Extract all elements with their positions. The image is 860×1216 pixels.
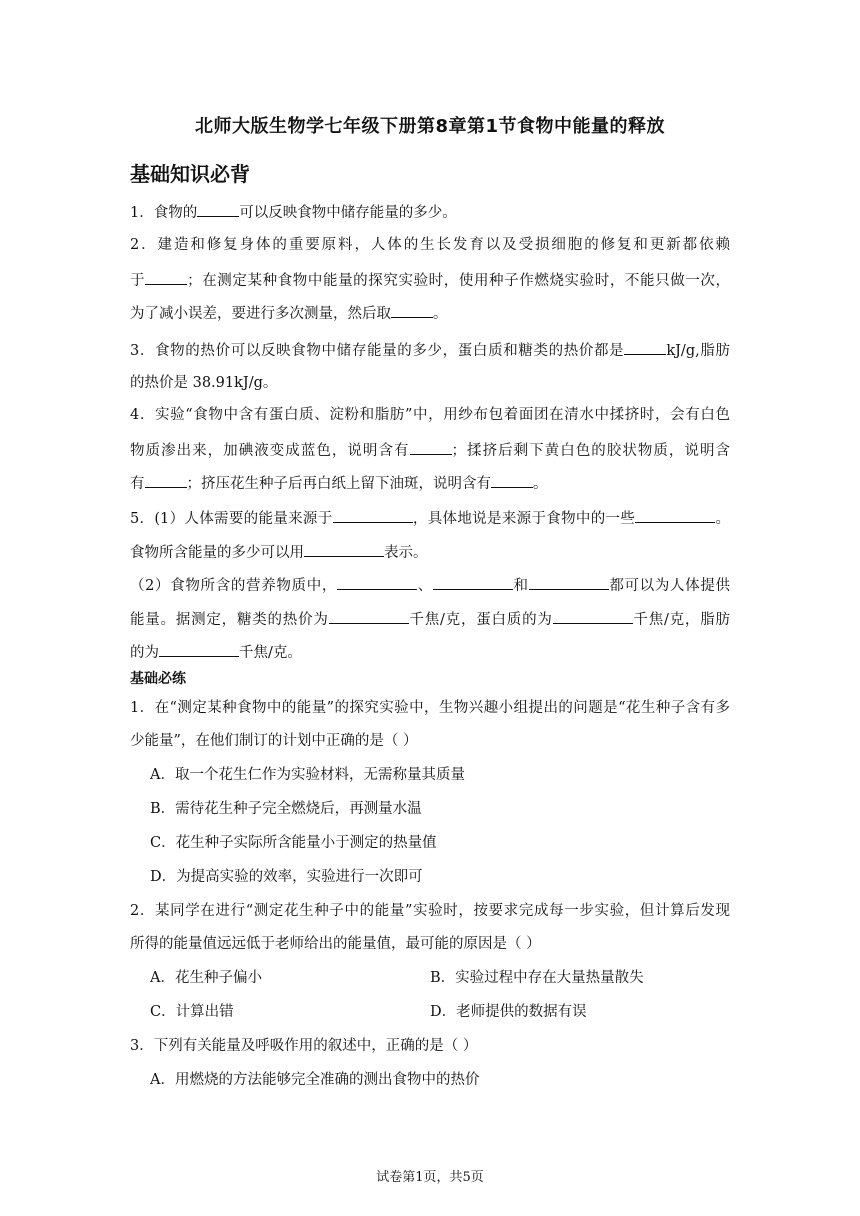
p3-line-1: 3．下列有关能量及呼吸作用的叙述中，正确的是（ ） xyxy=(130,1038,478,1054)
q5-line-4 xyxy=(130,609,730,630)
q2-text-b: ；在测定某种食物中能量的探究实验时，使用种子作燃烧实验时，不能只做一次， xyxy=(187,273,731,289)
q2-text-a: 于 xyxy=(130,273,146,289)
section-heading-practice: 基础必练 xyxy=(130,671,186,687)
p2-option-b[interactable]: B．实验过程中存在大量热量散失 xyxy=(430,970,644,986)
p1-line-2: 少能量”，在他们制订的计划中正确的是（ ） xyxy=(130,733,418,749)
q5-text-f: （2）食物所含的营养物质中， xyxy=(130,578,338,594)
fill-blank[interactable] xyxy=(529,575,609,590)
page-title: 北师大版生物学七年级下册第8章第1节食物中能量的释放 xyxy=(194,116,666,137)
p2-option-d[interactable]: D．老师提供的数据有误 xyxy=(430,1004,587,1020)
q4-line-3 xyxy=(130,473,730,494)
q5-text-i: 都可以为人体提供 xyxy=(608,578,730,594)
fill-blank[interactable] xyxy=(553,609,633,624)
q4-line-1: 4．实验“食物中含有蛋白质、淀粉和脂肪”中，用纱布包着面团在清水中揉挤时，会有白色 xyxy=(130,407,730,423)
fill-blank[interactable] xyxy=(159,642,239,657)
fill-blank[interactable] xyxy=(333,508,413,523)
q5-line-3 xyxy=(130,575,730,596)
q4-text-d: ；挤压花生种子后再白纸上留下油斑，说明含有 xyxy=(186,476,491,492)
q5-line-2 xyxy=(130,542,730,563)
q5-text-j: 能量。据测定，糖类的热价为 xyxy=(130,612,329,628)
p1-line-1: 1．在“测定某种食物中的能量”的探究实验中，生物兴趣小组提出的问题是“花生种子含有多 xyxy=(130,700,730,716)
section-heading-basics: 基础知识必背 xyxy=(130,162,250,186)
q5-text-d: 食物所含能量的多少可以用 xyxy=(130,545,304,561)
fill-blank[interactable] xyxy=(304,542,384,557)
fill-blank[interactable] xyxy=(391,303,433,318)
q2-text-c: 为了减小误差，要进行多次测量，然后取 xyxy=(130,306,391,322)
q4-text-c: 有 xyxy=(130,476,145,492)
fill-blank[interactable] xyxy=(145,270,187,285)
q3-text-a: 3．食物的热价可以反映食物中储存能量的多少，蛋白质和糖类的热价都是 xyxy=(130,343,625,359)
q2-line-1: 2．建造和修复身体的重要原料，人体的生长发育以及受损细胞的修复和更新都依赖 xyxy=(130,237,730,253)
p1-option-a[interactable]: A．取一个花生仁作为实验材料，无需称量其质量 xyxy=(150,767,465,783)
fill-blank[interactable] xyxy=(337,575,417,590)
p1-option-c[interactable]: C．花生种子实际所含能量小于测定的热量值 xyxy=(150,835,437,851)
p2-line-2: 所得的能量值远远低于老师给出的能量值，最可能的原因是（ ） xyxy=(130,936,541,952)
fill-blank[interactable] xyxy=(329,609,409,624)
q1-text-b: 可以反映食物中储存能量的多少。 xyxy=(239,205,457,221)
q5-text-k: 千焦/克，蛋白质的为 xyxy=(408,612,553,628)
q1-line xyxy=(130,202,730,223)
fill-blank[interactable] xyxy=(197,202,239,217)
q4-text-a: 物质渗出来，加碘液变成蓝色，说明含有 xyxy=(130,443,410,459)
p1-option-d[interactable]: D．为提高实验的效率，实验进行一次即可 xyxy=(150,869,423,885)
page-footer: 试卷第1页，共5页 xyxy=(376,1170,484,1185)
q5-line-5 xyxy=(130,642,730,663)
q2-text-d: 。 xyxy=(433,306,448,322)
fill-blank[interactable] xyxy=(491,473,533,488)
q5-text-m: 的为 xyxy=(130,645,159,661)
p2-line-1: 2．某同学在进行“测定花生种子中的能量”实验时，按要求完成每一步实验，但计算后发现 xyxy=(130,903,730,919)
q4-text-e: 。 xyxy=(533,476,548,492)
p1-option-b[interactable]: B．需待花生种子完全燃烧后，再测量水温 xyxy=(150,801,422,817)
fill-blank[interactable] xyxy=(433,575,513,590)
q3-line-2: 的热价是 38.91kJ/g。 xyxy=(130,375,278,391)
q5-text-a: 5．(1）人体需要的能量来源于 xyxy=(130,511,333,527)
q5-text-n: 千焦/克。 xyxy=(239,645,302,661)
q4-line-2 xyxy=(130,440,730,461)
q5-text-h: 和 xyxy=(512,578,529,594)
q5-text-c: 。 xyxy=(715,511,731,527)
q5-text-l: 千焦/克，脂肪 xyxy=(632,612,730,628)
fill-blank[interactable] xyxy=(624,340,666,355)
q3-line-1 xyxy=(130,340,730,361)
q5-line-1 xyxy=(130,508,730,529)
q5-text-g: 、 xyxy=(417,578,433,594)
q1-text-a: 1．食物的 xyxy=(130,205,198,221)
q5-text-e: 表示。 xyxy=(384,545,428,561)
p3-option-a[interactable]: A．用燃烧的方法能够完全准确的测出食物中的热价 xyxy=(150,1072,480,1088)
q5-text-b: ，具体地说是来源于食物中的一些 xyxy=(412,511,636,527)
fill-blank[interactable] xyxy=(635,508,715,523)
q2-line-3 xyxy=(130,303,730,324)
fill-blank[interactable] xyxy=(410,440,452,455)
p2-option-a[interactable]: A．花生种子偏小 xyxy=(150,970,262,986)
q2-line-2 xyxy=(130,270,730,291)
q4-text-b: ；揉挤后剩下黄白色的胶状物质，说明含 xyxy=(451,443,730,459)
q3-text-b: kJ/g,脂肪 xyxy=(666,343,730,359)
p2-option-c[interactable]: C．计算出错 xyxy=(150,1004,234,1020)
fill-blank[interactable] xyxy=(145,473,187,488)
